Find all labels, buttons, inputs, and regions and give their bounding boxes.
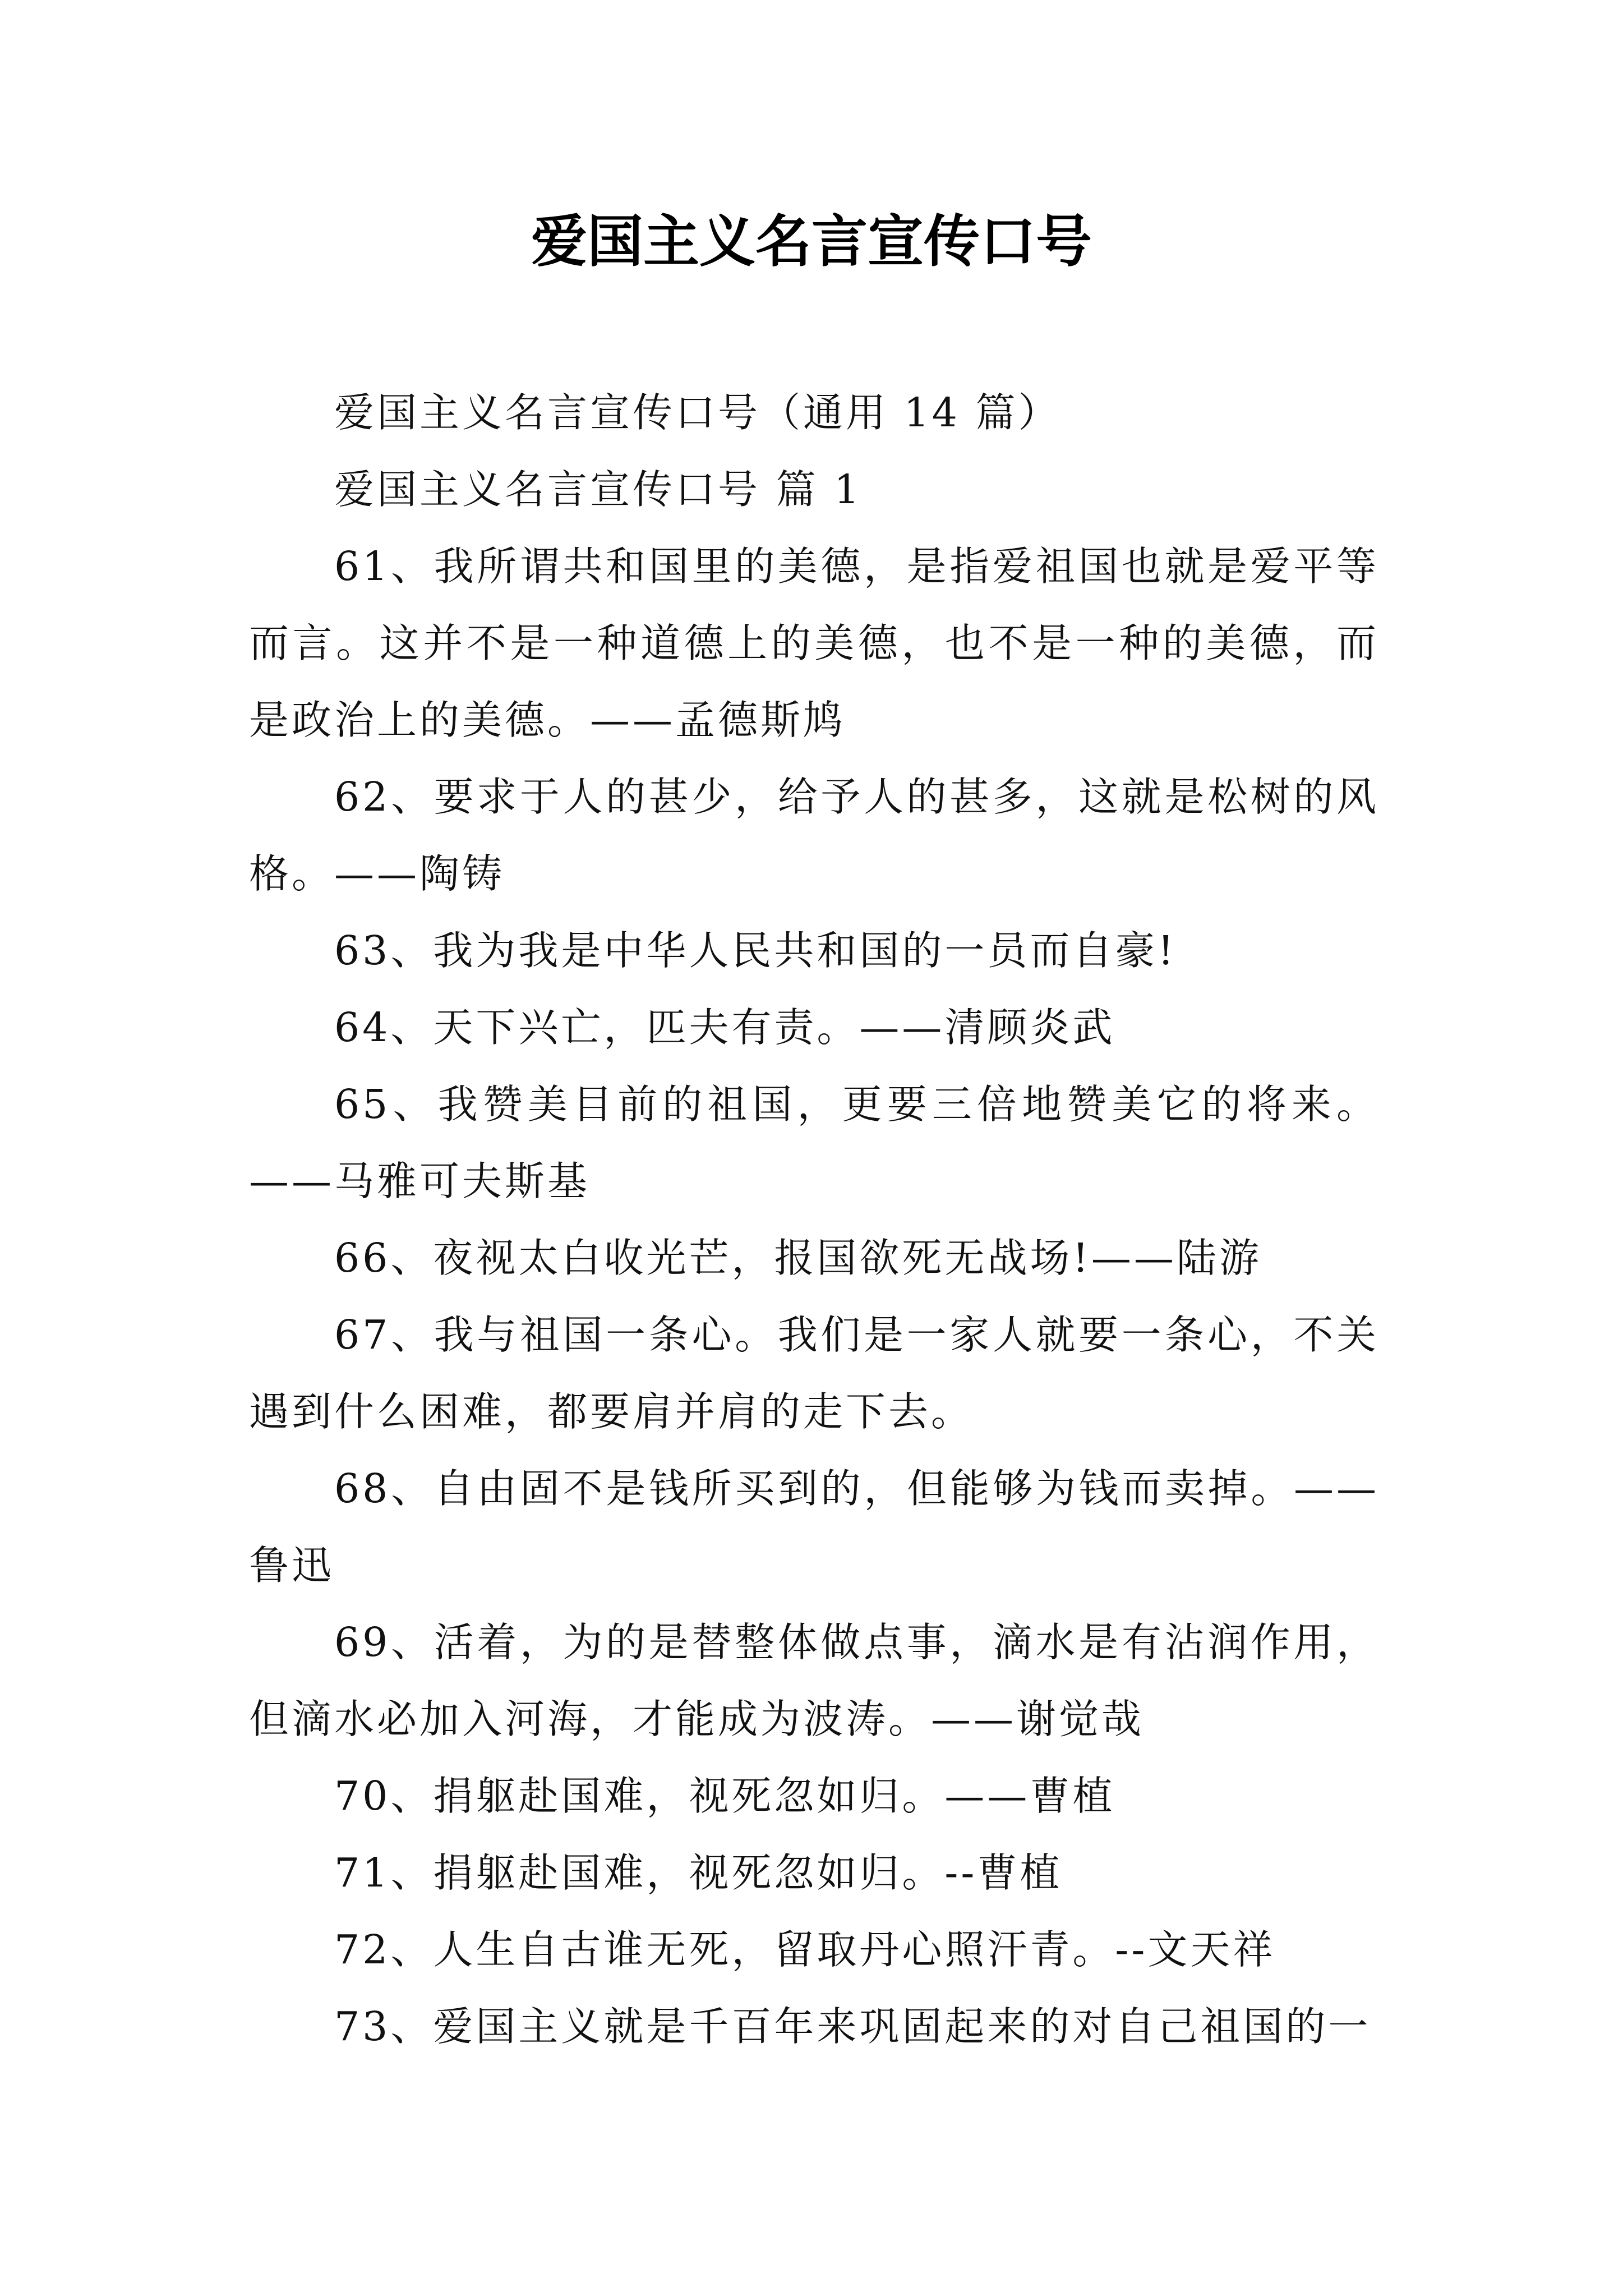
section-heading: 爱国主义名言宣传口号 篇 1	[334, 466, 863, 513]
quote-paragraph: 69、活着，为的是替整体做点事，滴水是有沾润作用，但滴水必加入河海，才能成为波涛。——谢觉哉	[249, 1619, 1379, 1742]
quote-paragraph: 63、我为我是中华人民共和国的一员而自豪!	[334, 927, 1177, 974]
quote-paragraph: 71、捐躯赴国难，视死忽如归。--曹植	[334, 1849, 1063, 1896]
quote-paragraph: 68、自由固不是钱所买到的，但能够为钱而卖掉。——鲁迅	[249, 1465, 1379, 1589]
quote-paragraph: 70、捐躯赴国难，视死忽如归。——曹植	[334, 1773, 1115, 1819]
quote-paragraph: 66、夜视太白收光芒，报国欲死无战场!——陆游	[334, 1235, 1262, 1281]
document-body	[249, 374, 1379, 2065]
quote-paragraph: 73、爱国主义就是千百年来巩固起来的对自己祖国的一	[334, 2003, 1371, 2050]
subtitle-paragraph: 爱国主义名言宣传口号（通用 14 篇）	[334, 389, 1061, 436]
quote-paragraph: 64、天下兴亡，匹夫有责。——清顾炎武	[334, 1004, 1115, 1051]
quote-paragraph: 67、我与祖国一条心。我们是一家人就要一条心，不关遇到什么困难，都要肩并肩的走下去。	[249, 1312, 1379, 1435]
quote-paragraph: 62、要求于人的甚少，给予人的甚多，这就是松树的风格。——陶铸	[249, 774, 1379, 897]
quote-paragraph: 65、我赞美目前的祖国，更要三倍地赞美它的将来。——马雅可夫斯基	[249, 1081, 1379, 1204]
quote-paragraph: 61、我所谓共和国里的美德，是指爱祖国也就是爱平等而言。这并不是一种道德上的美德，也不是一种的美德，而是政治上的美德。——孟德斯鸠	[249, 543, 1379, 743]
quote-paragraph: 72、人生自古谁无死，留取丹心照汗青。--文天祥	[334, 1926, 1276, 1973]
document-title: 爱国主义名言宣传口号	[531, 208, 1092, 274]
